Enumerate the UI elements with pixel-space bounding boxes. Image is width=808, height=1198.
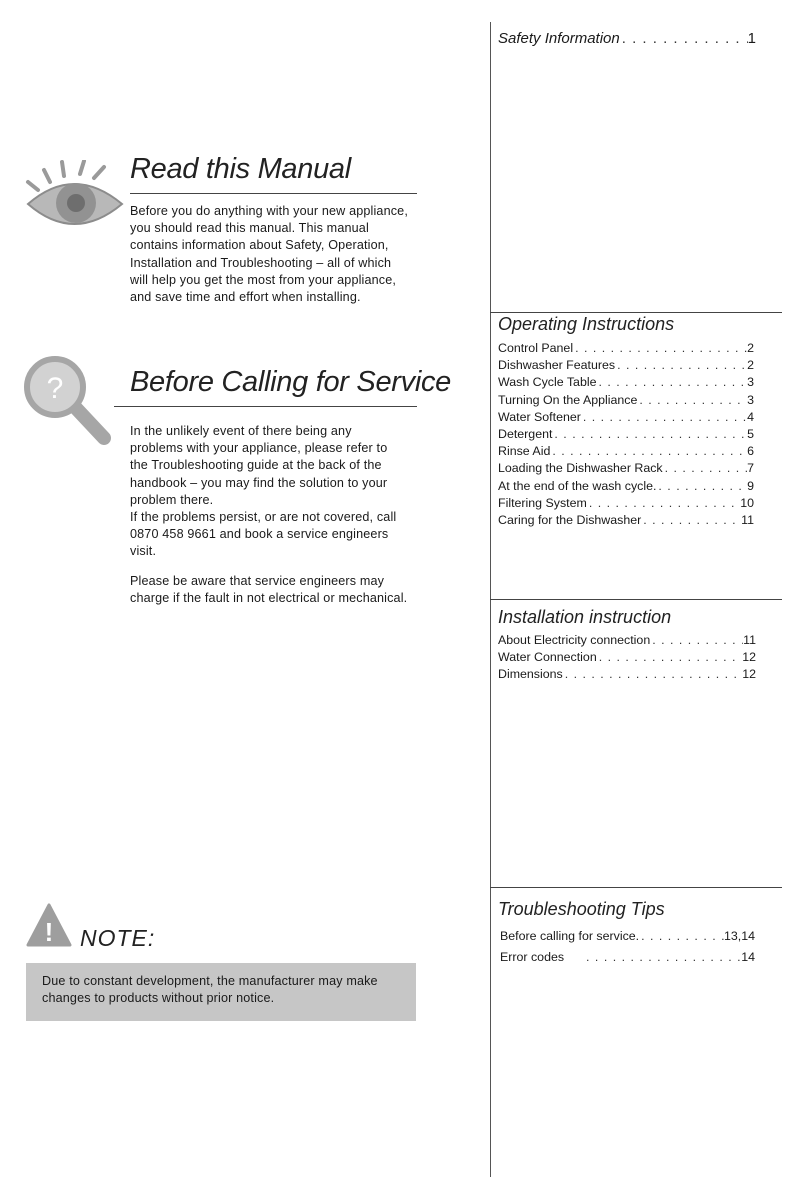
read-manual-title: Read this Manual: [130, 153, 351, 185]
toc-label: Detergent: [498, 426, 553, 441]
toc-label: At the end of the wash cycle.: [498, 478, 657, 493]
toc-page: 5: [747, 426, 754, 441]
toc-page: 14: [741, 950, 755, 964]
toc-entry[interactable]: [500, 929, 755, 950]
leader-dots: [620, 30, 748, 47]
paragraph-line: contains information about Safety, Operation,: [130, 238, 389, 253]
toc-entry[interactable]: [498, 410, 754, 427]
leader-dots: [573, 341, 747, 355]
paragraph-line: Please be aware that service engineers may: [130, 574, 385, 588]
toc-entry[interactable]: [498, 375, 754, 392]
toc-entry[interactable]: [498, 513, 754, 530]
leader-dots: [656, 479, 747, 493]
toc-entry[interactable]: [498, 358, 754, 375]
before-service-title: Before Calling for Service: [130, 366, 452, 398]
paragraph-line: problem there.: [130, 492, 214, 507]
toc-entry[interactable]: [498, 341, 754, 358]
toc-entry[interactable]: [498, 461, 754, 478]
toc-label: Water Connection: [498, 650, 597, 665]
toc-label: Turning On the Appliance: [498, 392, 638, 407]
leader-dots: [563, 667, 742, 681]
operating-title: Operating Instructions: [498, 314, 675, 334]
leader-dots: [663, 461, 747, 475]
operating-rule: [490, 312, 782, 313]
paragraph-line: Installation and Troubleshooting – all of which: [130, 255, 392, 270]
toc-label: Filtering System: [498, 495, 587, 510]
toc-entry[interactable]: [498, 427, 754, 444]
eye-icon: [24, 160, 128, 230]
toc-page: 3: [747, 392, 754, 407]
troubleshooting-title: Troubleshooting Tips: [498, 899, 665, 919]
toc-page: 10: [740, 495, 754, 510]
toc-label: Rinse Aid: [498, 444, 551, 459]
toc-entry[interactable]: [498, 444, 754, 461]
toc-page: 12: [742, 667, 756, 682]
toc-entry[interactable]: [500, 950, 755, 971]
toc-label: Caring for the Dishwasher: [498, 512, 642, 527]
paragraph-line: problems with your appliance, please refer to: [130, 441, 388, 456]
installation-toc: [498, 633, 756, 685]
troubleshooting-toc: [500, 929, 755, 971]
before-service-text-2: [130, 573, 407, 607]
paragraph-line: the Troubleshooting guide at the back of the: [130, 458, 382, 473]
operating-toc: [498, 341, 754, 530]
toc-page: 4: [747, 409, 754, 424]
toc-page: 9: [747, 478, 754, 493]
read-manual-text: [130, 203, 408, 306]
question-glyph: ?: [46, 372, 64, 405]
note-box: [26, 963, 416, 1021]
toc-entry[interactable]: [498, 496, 754, 513]
toc-label: Water Softener: [498, 409, 581, 424]
paragraph-line: Due to constant development, the manufacturer may make: [42, 974, 378, 988]
safety-label: Safety Information: [498, 30, 620, 47]
leader-dots: [615, 358, 747, 372]
magnifier-icon: [22, 354, 118, 450]
leader-dots: [597, 650, 742, 664]
leader-dots: [581, 410, 747, 424]
warning-icon: [26, 902, 72, 948]
leader-dots: [641, 513, 741, 527]
toc-page: 2: [747, 358, 754, 373]
leader-dots: [587, 496, 740, 510]
safety-page: 1: [747, 30, 756, 47]
paragraph-line: 0870 458 9661 and book a service engineers: [130, 527, 389, 542]
paragraph-line: If the problems persist, or are not covered, call: [130, 510, 397, 525]
toc-page: 3: [747, 375, 754, 390]
toc-entry[interactable]: [498, 393, 754, 410]
leader-dots: [550, 444, 747, 458]
paragraph-line: In the unlikely event of there being any: [130, 424, 352, 438]
paragraph-line: Before you do anything with your new appliance,: [130, 204, 408, 218]
toc-page: 11: [743, 633, 756, 647]
toc-page: 2: [747, 341, 754, 355]
toc-label: Error codes: [500, 950, 565, 964]
leader-dots: [596, 375, 747, 389]
paragraph-line: visit.: [130, 544, 157, 559]
toc-entry[interactable]: [498, 650, 756, 667]
before-service-rule: [114, 406, 417, 407]
installation-rule: [490, 599, 782, 600]
toc-label: Loading the Dishwasher Rack: [498, 461, 663, 476]
note-text: [42, 973, 378, 1007]
safety-entry: [498, 30, 756, 49]
toc-label: Before calling for service.: [500, 929, 640, 943]
toc-label: About Electricity connection: [498, 633, 651, 647]
paragraph-line: changes to products without prior notice.: [42, 991, 275, 1006]
before-service-text: [130, 423, 396, 561]
toc-label: Control Panel: [498, 341, 574, 355]
toc-entry[interactable]: [498, 479, 754, 496]
exclamation-glyph: !: [44, 917, 54, 947]
paragraph-line: handbook – you may find the solution to your: [130, 475, 388, 490]
toc-label: Dimensions: [498, 667, 563, 682]
toc-label: Dishwasher Features: [498, 358, 616, 373]
toc-page: 12: [742, 650, 756, 665]
paragraph-line: you should read this manual. This manual: [130, 221, 369, 236]
toc-page: 7: [747, 461, 754, 476]
toc-label: Wash Cycle Table: [498, 375, 597, 390]
leader-dots: [637, 393, 747, 407]
leader-dots: [552, 427, 747, 441]
leader-dots: [650, 633, 743, 647]
toc-page: 11: [741, 512, 754, 527]
read-manual-rule: [130, 193, 417, 194]
toc-entry[interactable]: [498, 667, 756, 684]
toc-entry[interactable]: [498, 633, 756, 650]
leader-dots: [639, 929, 724, 943]
note-title: NOTE:: [80, 925, 156, 951]
troubleshooting-rule: [490, 887, 782, 888]
installation-title: Installation instruction: [498, 607, 672, 627]
leader-dots: [584, 950, 741, 964]
paragraph-line: will help you get the most from your appliance,: [130, 272, 397, 287]
paragraph-line: charge if the fault in not electrical or mechanical.: [130, 591, 408, 606]
paragraph-line: and save time and effort when installing.: [130, 290, 361, 305]
toc-page: 6: [747, 444, 754, 459]
toc-page: 13,14: [723, 929, 755, 943]
